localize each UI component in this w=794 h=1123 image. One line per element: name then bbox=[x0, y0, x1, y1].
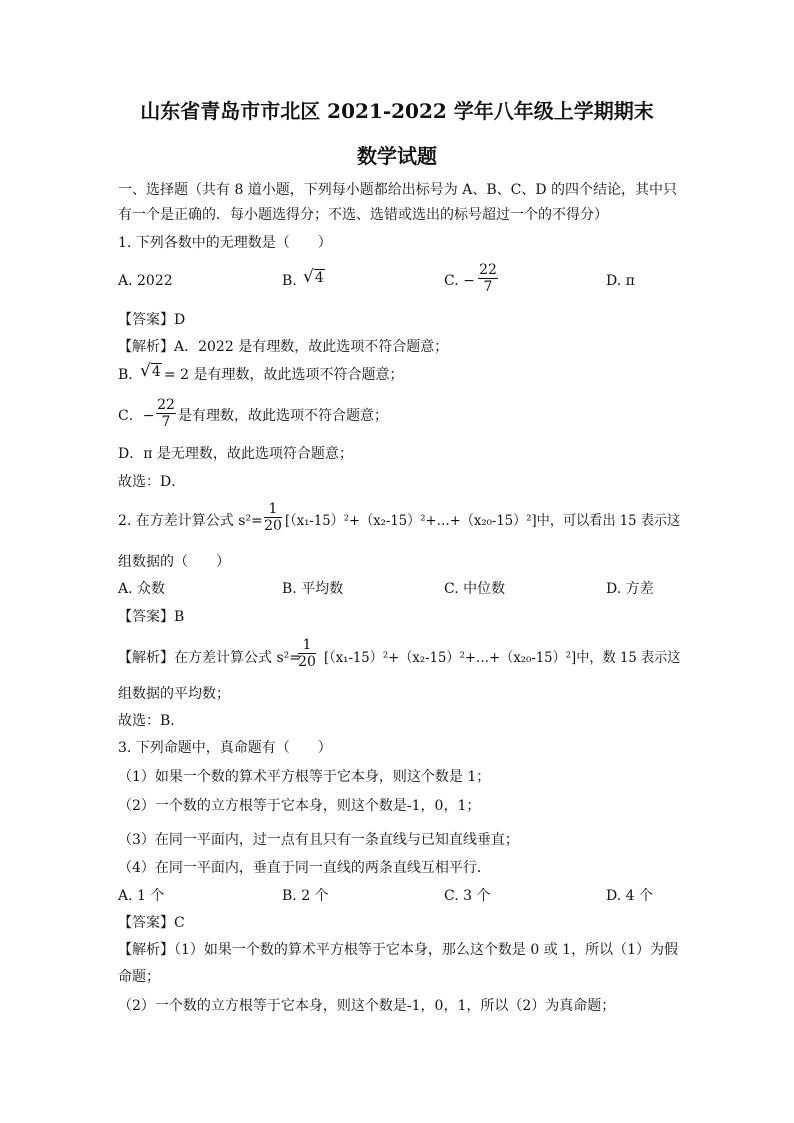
question-1-stem: 1. 下列各数中的无理数是（ ） bbox=[118, 235, 332, 251]
q1-option-b-radicand: 4 bbox=[314, 270, 324, 286]
q3-proposition-4: （4）在同一平面内，垂直于同一直线的两条直线互相平行． bbox=[118, 860, 491, 876]
q1-option-b-label: B. bbox=[282, 273, 297, 289]
q1-explanation-2-text: = 2 是有理数，故此选项不符合题意； bbox=[164, 367, 404, 383]
q1-explanation-3-denominator: 7 bbox=[161, 414, 171, 430]
q1-explanation-2-label: B． bbox=[118, 367, 143, 383]
q3-proposition-3: （3）在同一平面内，过一点有且只有一条直线与已知直线垂直； bbox=[118, 832, 519, 848]
document-subtitle: 数学试题 bbox=[357, 144, 437, 168]
q1-explanation-2-sqrt: √4 bbox=[140, 361, 161, 381]
q1-option-d: D. π bbox=[606, 273, 635, 289]
q2-explanation-1-suffix: [（x₁-15）²+（x₂-15）²+…+（x₂₀-15）²]中，数 15 表示这 bbox=[324, 650, 681, 666]
q2-stem-numerator: 1 bbox=[268, 501, 278, 517]
q3-proposition-1: （1）如果一个数的算术平方根等于它本身，则这个数是 1； bbox=[118, 769, 491, 785]
q3-explanation-1: 【解析】（1）如果一个数的算术平方根等于它本身，那么这个数是 0 或 1，所以（1）为假 bbox=[118, 942, 678, 958]
question-2-stem-suffix: [（x₁-15）²+（x₂-15）²+…+（x₂₀-15）²]中，可以看出 15 表示这 bbox=[285, 513, 681, 529]
q2-option-c: C. 中位数 bbox=[444, 581, 506, 597]
section-instructions-line2: 有一个是正确的．每小题选得分；不选、选错或选出的标号超过一个的不得分） bbox=[118, 207, 608, 223]
q1-explanation-3-fraction bbox=[156, 397, 176, 430]
q2-explanation-denominator: 20 bbox=[298, 654, 316, 670]
question-2-stem-prefix: 2. 在方差计算公式 s²= bbox=[118, 513, 263, 529]
q2-stem-fraction bbox=[264, 501, 282, 534]
q3-option-d: D. 4 个 bbox=[606, 888, 653, 904]
q3-answer: 【答案】C bbox=[118, 915, 185, 931]
q1-option-a: A. 2022 bbox=[118, 273, 173, 289]
q3-explanation-3: （2）一个数的立方根等于它本身，则这个数是-1，0，1，所以（2）为真命题； bbox=[118, 998, 616, 1014]
q1-option-c-denominator: 7 bbox=[483, 279, 493, 295]
q2-explanation-2: 组数据的平均数； bbox=[118, 686, 230, 702]
q1-answer: 【答案】D bbox=[118, 312, 186, 328]
q1-explanation-1: 【解析】A．2022 是有理数，故此选项不符合题意； bbox=[118, 339, 449, 355]
q2-explanation-numerator: 1 bbox=[302, 637, 312, 653]
question-2-stem-line2: 组数据的（ ） bbox=[118, 554, 230, 570]
q2-option-a: A. 众数 bbox=[118, 581, 166, 597]
q1-option-c-numerator: 22 bbox=[479, 262, 497, 278]
q1-explanation-2-radicand: 4 bbox=[151, 364, 161, 380]
q3-explanation-2: 命题； bbox=[118, 969, 160, 985]
document-title: 山东省青岛市市北区 2021-2022 学年八年级上学期期末 bbox=[140, 99, 654, 123]
q2-option-b: B. 平均数 bbox=[282, 581, 344, 597]
q2-stem-denominator: 20 bbox=[264, 518, 282, 534]
q3-proposition-2: （2）一个数的立方根等于它本身，则这个数是-1，0，1； bbox=[118, 798, 481, 814]
q2-answer: 【答案】B bbox=[118, 609, 185, 625]
q1-explanation-3-numerator: 22 bbox=[157, 397, 175, 413]
q3-option-b: B. 2 个 bbox=[282, 888, 329, 904]
q2-option-d: D. 方差 bbox=[606, 581, 654, 597]
q1-conclusion: 故选：D． bbox=[118, 474, 186, 490]
q2-explanation-1-prefix: 【解析】在方差计算公式 s²= bbox=[118, 650, 301, 666]
q1-option-c-fraction bbox=[478, 262, 498, 295]
q3-option-c: C. 3 个 bbox=[444, 888, 491, 904]
section-instructions-line1: 一、选择题（共有 8 道小题，下列每小题都给出标号为 A、B、C、D 的四个结论，其中只 bbox=[118, 182, 678, 198]
q1-option-c-label: C. − bbox=[444, 273, 475, 289]
q2-conclusion: 故选：B． bbox=[118, 713, 185, 729]
q3-option-a: A. 1 个 bbox=[118, 888, 165, 904]
q1-explanation-3-text: 是有理数，故此选项不符合题意； bbox=[178, 408, 388, 424]
question-3-stem: 3. 下列命题中，真命题有（ ） bbox=[118, 740, 332, 756]
q1-option-b-sqrt: √4 bbox=[303, 267, 324, 287]
q1-explanation-3-label: C．− bbox=[118, 408, 155, 424]
q2-explanation-fraction bbox=[298, 637, 316, 670]
q1-explanation-4: D．π 是无理数，故此选项符合题意； bbox=[118, 446, 353, 462]
